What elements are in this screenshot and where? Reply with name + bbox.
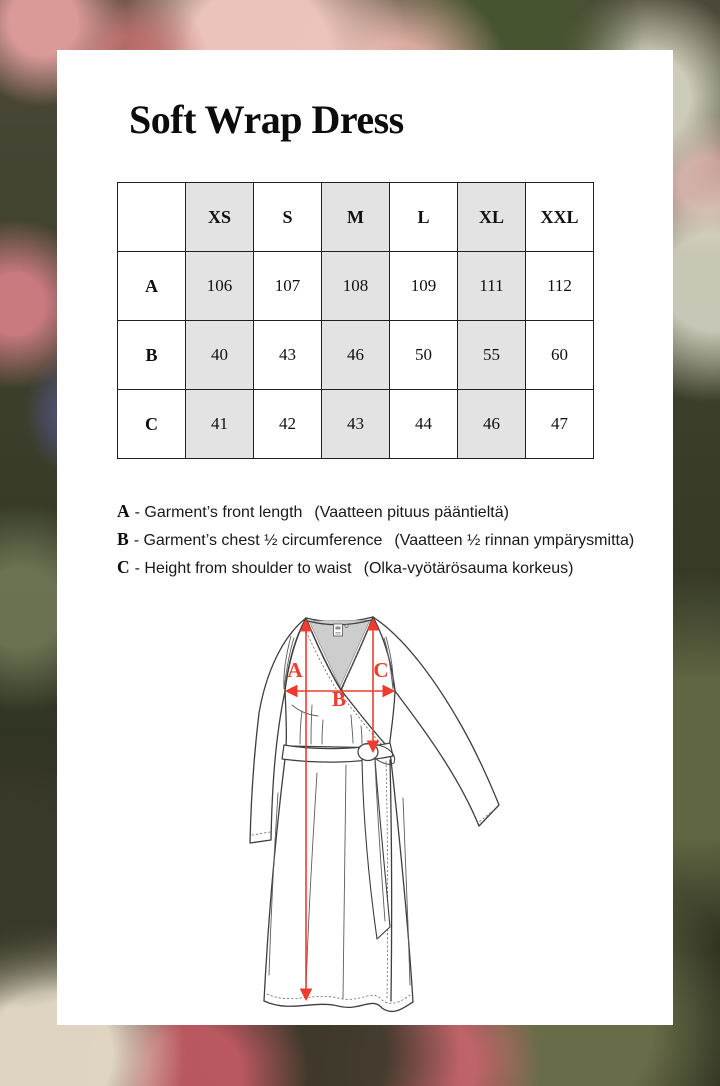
- legend-description: - Garment’s chest ½ circumference: [133, 532, 383, 549]
- size-value-cell: 44: [390, 390, 458, 459]
- size-value-cell: 60: [526, 321, 594, 390]
- size-value-cell: 41: [186, 390, 254, 459]
- size-value-cell: 106: [186, 252, 254, 321]
- legend-translation: (Vaatteen pituus pääntieltä): [314, 504, 509, 521]
- size-col-header-empty: [118, 183, 186, 252]
- size-col-header-s: S: [254, 183, 322, 252]
- legend-item-c: [117, 554, 634, 582]
- size-value-cell: 112: [526, 252, 594, 321]
- measurement-label-c: C: [373, 658, 389, 682]
- dress-diagram: [220, 593, 510, 1023]
- legend-key: C: [117, 557, 130, 577]
- measurement-label-a: A: [287, 658, 303, 682]
- size-value-cell: 46: [322, 321, 390, 390]
- size-value-cell: 46: [458, 390, 526, 459]
- legend-item-a: [117, 498, 634, 526]
- size-table: [117, 182, 594, 459]
- size-col-header-xl: XL: [458, 183, 526, 252]
- size-col-header-l: L: [390, 183, 458, 252]
- table-row: [118, 321, 594, 390]
- measurement-legend: [117, 498, 634, 582]
- legend-item-b: [117, 526, 634, 554]
- measurement-label-b: B: [331, 687, 347, 711]
- size-value-cell: 50: [390, 321, 458, 390]
- size-value-cell: 111: [458, 252, 526, 321]
- size-table-header-row: [118, 183, 594, 252]
- tie-knot: [358, 744, 378, 761]
- size-chart-card: [57, 50, 673, 1025]
- size-col-header-m: M: [322, 183, 390, 252]
- page-title: Soft Wrap Dress: [129, 97, 404, 142]
- legend-key: B: [117, 529, 129, 549]
- legend-key: A: [117, 501, 130, 521]
- size-col-header-xs: XS: [186, 183, 254, 252]
- table-row: [118, 252, 594, 321]
- legend-translation: (Vaatteen ½ rinnan ympärysmitta): [394, 532, 635, 549]
- size-value-cell: 109: [390, 252, 458, 321]
- size-value-cell: 43: [322, 390, 390, 459]
- legend-description: - Garment’s front length: [134, 504, 303, 521]
- row-label-cell: B: [118, 321, 186, 390]
- table-row: [118, 390, 594, 459]
- size-value-cell: 55: [458, 321, 526, 390]
- size-value-cell: 40: [186, 321, 254, 390]
- size-value-cell: 42: [254, 390, 322, 459]
- row-label-cell: C: [118, 390, 186, 459]
- size-col-header-xxl: XXL: [526, 183, 594, 252]
- row-label-cell: A: [118, 252, 186, 321]
- legend-translation: (Olka-vyötärösauma korkeus): [363, 560, 574, 577]
- size-value-cell: 47: [526, 390, 594, 459]
- size-value-cell: 43: [254, 321, 322, 390]
- legend-description: - Height from shoulder to waist: [134, 560, 352, 577]
- size-value-cell: 108: [322, 252, 390, 321]
- size-value-cell: 107: [254, 252, 322, 321]
